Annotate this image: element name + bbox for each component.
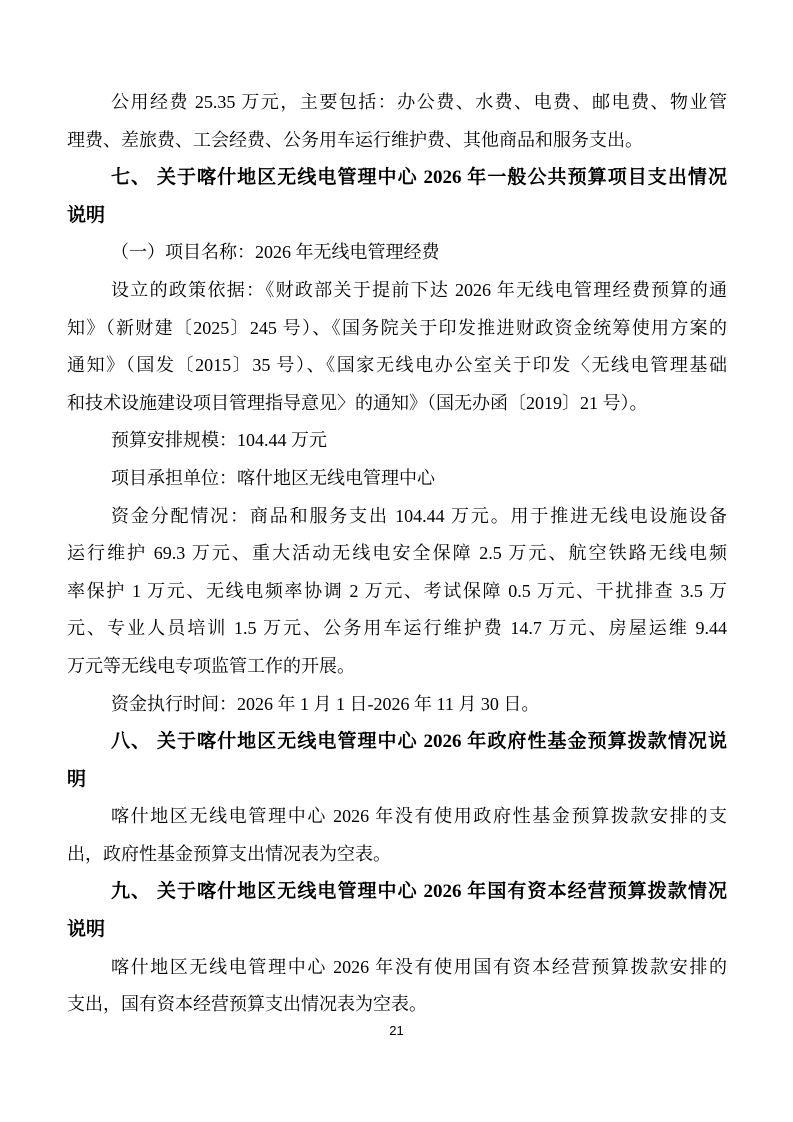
heading-section-7-line-2: 说明	[67, 204, 106, 226]
para-fund-allocation-line-5: 万元等无线电专项监管工作的开展。	[67, 655, 355, 676]
para-fund-allocation-line-4: 元、专业人员培训 1.5 万元、公务用车运行维护费 14.7 万元、房屋运维 9.44	[67, 618, 727, 639]
para-policy-basis-line-2: 知》（新财建〔2025〕245 号）、《国务院关于印发推进财政资金统筹使用方案的	[67, 317, 727, 338]
para-fund-allocation-line-2: 运行维护 69.3 万元、重大活动无线电安全保障 2.5 万元、航空铁路无线电频	[67, 543, 727, 564]
para-govt-fund-budget-line-1: 喀什地区无线电管理中心 2026 年没有使用政府性基金预算拨款安排的支	[111, 806, 727, 827]
para-govt-fund-budget-line-2: 出，政府性基金预算支出情况表为空表。	[67, 843, 391, 864]
para-policy-basis-line-3: 通知》（国发〔2015〕35 号）、《国家无线电办公室关于印发〈无线电管理基础	[67, 355, 727, 376]
para-general-funds-line-1: 公用经费 25.35 万元，主要包括：办公费、水费、电费、邮电费、物业管	[111, 92, 727, 112]
heading-section-8-line-1: 八、 关于喀什地区无线电管理中心 2026 年政府性基金预算拨款情况说	[111, 731, 727, 753]
heading-section-9-line-1: 九、 关于喀什地区无线电管理中心 2026 年国有资本经营预算拨款情况	[111, 881, 727, 903]
para-fund-allocation-line-1: 资金分配情况：商品和服务支出 104.44 万元。用于推进无线电设施设备	[111, 505, 727, 526]
para-general-funds-line-2: 理费、差旅费、工会经费、公务用车运行维护费、其他商品和服务支出。	[67, 129, 643, 150]
heading-section-7-line-1: 七、 关于喀什地区无线电管理中心 2026 年一般公共预算项目支出情况	[111, 167, 727, 189]
para-execution-period: 资金执行时间：2026 年 1 月 1 日-2026 年 11 月 30 日。	[111, 693, 540, 714]
para-policy-basis-line-1: 设立的政策依据：《财政部关于提前下达 2026 年无线电管理经费预算的通	[111, 279, 727, 300]
para-policy-basis-line-4: 和技术设施建设项目管理指导意见〉的通知》（国无办函〔2019〕21 号）。	[67, 392, 648, 413]
para-state-capital-line-2: 支出，国有资本经营预算支出情况表为空表。	[67, 994, 427, 1015]
para-project-name: （一）项目名称：2026 年无线电管理经费	[111, 242, 440, 263]
para-state-capital-line-1: 喀什地区无线电管理中心 2026 年没有使用国有资本经营预算拨款安排的	[111, 956, 727, 977]
page-content	[67, 84, 727, 1024]
page-number: 21	[389, 1023, 404, 1038]
para-undertaking-unit: 项目承担单位：喀什地区无线电管理中心	[111, 467, 435, 488]
para-fund-allocation-line-3: 率保护 1 万元、无线电频率协调 2 万元、考试保障 0.5 万元、干扰排查 3.5 万	[67, 580, 727, 601]
heading-section-9-line-2: 说明	[67, 919, 106, 941]
heading-section-8-line-2: 明	[67, 768, 87, 790]
para-budget-scale: 预算安排规模：104.44 万元	[111, 430, 327, 451]
